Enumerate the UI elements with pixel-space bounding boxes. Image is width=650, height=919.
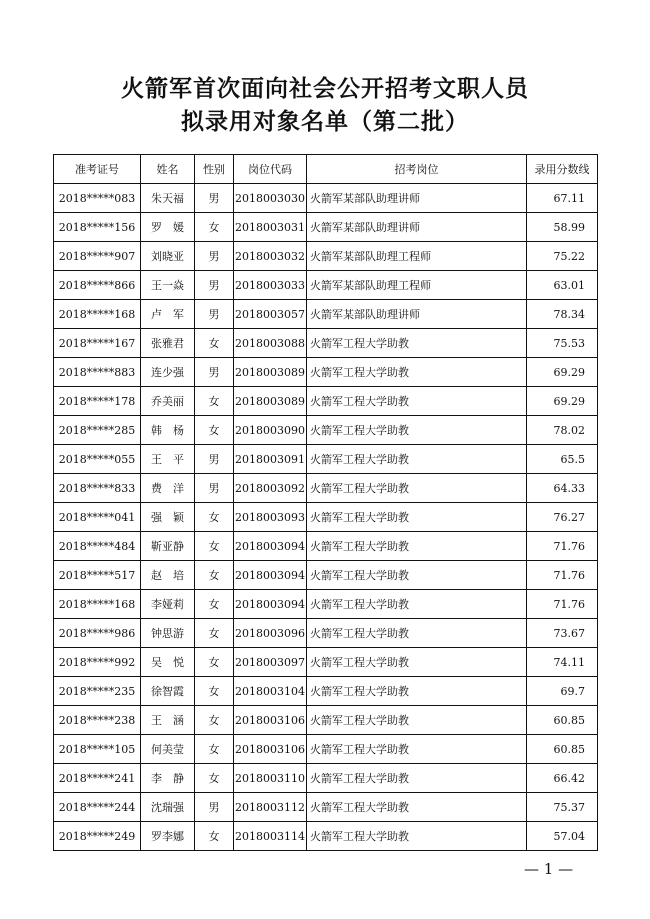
cell-name: 吴 悦 — [141, 648, 195, 677]
table-row — [54, 590, 598, 619]
cell-name: 韩 杨 — [141, 416, 195, 445]
cell-score: 60.85 — [527, 735, 598, 764]
cell-gender: 男 — [195, 474, 234, 503]
cell-gender: 男 — [195, 184, 234, 213]
cell-post-code: 2018003114 — [234, 822, 307, 851]
cell-post: 火箭军工程大学助教 — [307, 590, 527, 619]
cell-name: 李娅莉 — [141, 590, 195, 619]
cell-post-code: 2018003097 — [234, 648, 307, 677]
cell-name: 李 静 — [141, 764, 195, 793]
cell-exam-id: 2018*****105 — [54, 735, 141, 764]
table-row — [54, 387, 598, 416]
cell-gender: 女 — [195, 735, 234, 764]
cell-exam-id: 2018*****883 — [54, 358, 141, 387]
cell-gender: 女 — [195, 648, 234, 677]
header-name: 姓名 — [141, 155, 195, 184]
table-row — [54, 561, 598, 590]
cell-score: 71.76 — [527, 532, 598, 561]
cell-score: 67.11 — [527, 184, 598, 213]
cell-post-code: 2018003094 — [234, 561, 307, 590]
page-subtitle: 拟录用对象名单（第二批） — [181, 109, 469, 135]
cell-exam-id: 2018*****517 — [54, 561, 141, 590]
cell-post: 火箭军工程大学助教 — [307, 677, 527, 706]
cell-gender: 男 — [195, 300, 234, 329]
cell-name: 钟思游 — [141, 619, 195, 648]
cell-exam-id: 2018*****178 — [54, 387, 141, 416]
cell-post: 火箭军工程大学助教 — [307, 387, 527, 416]
cell-post-code: 2018003093 — [234, 503, 307, 532]
cell-gender: 女 — [195, 590, 234, 619]
cell-score: 63.01 — [527, 271, 598, 300]
cell-exam-id: 2018*****986 — [54, 619, 141, 648]
cell-gender: 男 — [195, 445, 234, 474]
cell-post-code: 2018003096 — [234, 619, 307, 648]
cell-score: 60.85 — [527, 706, 598, 735]
table-row — [54, 329, 598, 358]
cell-score: 66.42 — [527, 764, 598, 793]
cell-exam-id: 2018*****156 — [54, 213, 141, 242]
cell-name: 靳亚静 — [141, 532, 195, 561]
table-header-row — [54, 155, 598, 184]
cell-post-code: 2018003094 — [234, 590, 307, 619]
cell-gender: 女 — [195, 706, 234, 735]
cell-score: 75.53 — [527, 329, 598, 358]
cell-exam-id: 2018*****866 — [54, 271, 141, 300]
cell-score: 71.76 — [527, 561, 598, 590]
cell-post-code: 2018003110 — [234, 764, 307, 793]
cell-post: 火箭军某部队助理工程师 — [307, 242, 527, 271]
cell-post: 火箭军某部队助理讲师 — [307, 213, 527, 242]
cell-score: 75.22 — [527, 242, 598, 271]
cell-exam-id: 2018*****055 — [54, 445, 141, 474]
cell-gender: 女 — [195, 416, 234, 445]
table-row — [54, 474, 598, 503]
cell-post-code: 2018003089 — [234, 358, 307, 387]
cell-gender: 女 — [195, 561, 234, 590]
cell-exam-id: 2018*****907 — [54, 242, 141, 271]
header-post: 招考岗位 — [307, 155, 527, 184]
table-row — [54, 242, 598, 271]
cell-gender: 女 — [195, 213, 234, 242]
cell-exam-id: 2018*****168 — [54, 300, 141, 329]
cell-score: 76.27 — [527, 503, 598, 532]
header-score: 录用分数线 — [527, 155, 598, 184]
table-row — [54, 532, 598, 561]
cell-post: 火箭军某部队助理讲师 — [307, 184, 527, 213]
cell-gender: 女 — [195, 387, 234, 416]
cell-post: 火箭军工程大学助教 — [307, 793, 527, 822]
cell-post: 火箭军工程大学助教 — [307, 764, 527, 793]
cell-score: 74.11 — [527, 648, 598, 677]
cell-post-code: 2018003030 — [234, 184, 307, 213]
table-row — [54, 416, 598, 445]
cell-gender: 男 — [195, 793, 234, 822]
table-row — [54, 648, 598, 677]
cell-name: 张雅君 — [141, 329, 195, 358]
cell-name: 沈瑞强 — [141, 793, 195, 822]
cell-score: 69.7 — [527, 677, 598, 706]
cell-name: 强 颖 — [141, 503, 195, 532]
cell-name: 王一焱 — [141, 271, 195, 300]
table-row — [54, 706, 598, 735]
table-row — [54, 445, 598, 474]
header-gender: 性别 — [195, 155, 234, 184]
cell-post: 火箭军工程大学助教 — [307, 706, 527, 735]
cell-name: 赵 培 — [141, 561, 195, 590]
header-exam-id: 准考证号 — [54, 155, 141, 184]
cell-exam-id: 2018*****238 — [54, 706, 141, 735]
cell-post: 火箭军工程大学助教 — [307, 416, 527, 445]
cell-post-code: 2018003089 — [234, 387, 307, 416]
cell-post: 火箭军工程大学助教 — [307, 474, 527, 503]
cell-post-code: 2018003057 — [234, 300, 307, 329]
table-row — [54, 677, 598, 706]
cell-post: 火箭军工程大学助教 — [307, 619, 527, 648]
cell-gender: 女 — [195, 329, 234, 358]
cell-name: 徐智霞 — [141, 677, 195, 706]
cell-post: 火箭军工程大学助教 — [307, 822, 527, 851]
cell-post: 火箭军工程大学助教 — [307, 648, 527, 677]
cell-name: 卢 军 — [141, 300, 195, 329]
table-row — [54, 271, 598, 300]
cell-exam-id: 2018*****244 — [54, 793, 141, 822]
cell-post-code: 2018003094 — [234, 532, 307, 561]
cell-post: 火箭军工程大学助教 — [307, 561, 527, 590]
cell-post-code: 2018003090 — [234, 416, 307, 445]
cell-post-code: 2018003031 — [234, 213, 307, 242]
cell-score: 78.34 — [527, 300, 598, 329]
cell-score: 69.29 — [527, 358, 598, 387]
cell-exam-id: 2018*****484 — [54, 532, 141, 561]
cell-name: 乔美丽 — [141, 387, 195, 416]
cell-post-code: 2018003092 — [234, 474, 307, 503]
cell-score: 65.5 — [527, 445, 598, 474]
cell-score: 69.29 — [527, 387, 598, 416]
table-row — [54, 619, 598, 648]
header-post-code: 岗位代码 — [234, 155, 307, 184]
table-body — [54, 184, 598, 851]
cell-name: 费 洋 — [141, 474, 195, 503]
table-row — [54, 735, 598, 764]
cell-score: 58.99 — [527, 213, 598, 242]
cell-gender: 女 — [195, 619, 234, 648]
cell-name: 刘晓亚 — [141, 242, 195, 271]
cell-score: 57.04 — [527, 822, 598, 851]
cell-post: 火箭军某部队助理工程师 — [307, 271, 527, 300]
cell-exam-id: 2018*****833 — [54, 474, 141, 503]
cell-name: 朱天福 — [141, 184, 195, 213]
cell-exam-id: 2018*****167 — [54, 329, 141, 358]
cell-gender: 男 — [195, 242, 234, 271]
cell-name: 罗李娜 — [141, 822, 195, 851]
cell-exam-id: 2018*****168 — [54, 590, 141, 619]
cell-exam-id: 2018*****235 — [54, 677, 141, 706]
cell-score: 73.67 — [527, 619, 598, 648]
candidate-table — [53, 154, 598, 851]
cell-post: 火箭军工程大学助教 — [307, 329, 527, 358]
cell-exam-id: 2018*****083 — [54, 184, 141, 213]
table-row — [54, 358, 598, 387]
cell-score: 78.02 — [527, 416, 598, 445]
table-row — [54, 822, 598, 851]
cell-post-code: 2018003104 — [234, 677, 307, 706]
cell-post: 火箭军某部队助理讲师 — [307, 300, 527, 329]
cell-post: 火箭军工程大学助教 — [307, 358, 527, 387]
cell-name: 何美莹 — [141, 735, 195, 764]
cell-post: 火箭军工程大学助教 — [307, 445, 527, 474]
cell-post-code: 2018003033 — [234, 271, 307, 300]
table-row — [54, 184, 598, 213]
cell-name: 王 涵 — [141, 706, 195, 735]
cell-score: 64.33 — [527, 474, 598, 503]
cell-post-code: 2018003106 — [234, 706, 307, 735]
cell-exam-id: 2018*****285 — [54, 416, 141, 445]
cell-post-code: 2018003088 — [234, 329, 307, 358]
cell-post-code: 2018003112 — [234, 793, 307, 822]
cell-score: 75.37 — [527, 793, 598, 822]
cell-exam-id: 2018*****992 — [54, 648, 141, 677]
cell-name: 王 平 — [141, 445, 195, 474]
cell-exam-id: 2018*****249 — [54, 822, 141, 851]
cell-gender: 女 — [195, 503, 234, 532]
cell-post: 火箭军工程大学助教 — [307, 503, 527, 532]
cell-post: 火箭军工程大学助教 — [307, 735, 527, 764]
table-row — [54, 503, 598, 532]
table-row — [54, 793, 598, 822]
cell-post-code: 2018003106 — [234, 735, 307, 764]
page-number: — 1 — — [524, 860, 574, 878]
cell-post-code: 2018003091 — [234, 445, 307, 474]
cell-gender: 女 — [195, 532, 234, 561]
cell-exam-id: 2018*****041 — [54, 503, 141, 532]
cell-score: 71.76 — [527, 590, 598, 619]
cell-gender: 女 — [195, 677, 234, 706]
cell-gender: 男 — [195, 271, 234, 300]
table-row — [54, 213, 598, 242]
cell-post-code: 2018003032 — [234, 242, 307, 271]
cell-gender: 男 — [195, 358, 234, 387]
cell-exam-id: 2018*****241 — [54, 764, 141, 793]
cell-name: 罗 媛 — [141, 213, 195, 242]
table-row — [54, 764, 598, 793]
cell-post: 火箭军工程大学助教 — [307, 532, 527, 561]
table-row — [54, 300, 598, 329]
page-title: 火箭军首次面向社会公开招考文职人员 — [121, 76, 529, 102]
cell-name: 连少强 — [141, 358, 195, 387]
cell-gender: 女 — [195, 764, 234, 793]
cell-gender: 女 — [195, 822, 234, 851]
